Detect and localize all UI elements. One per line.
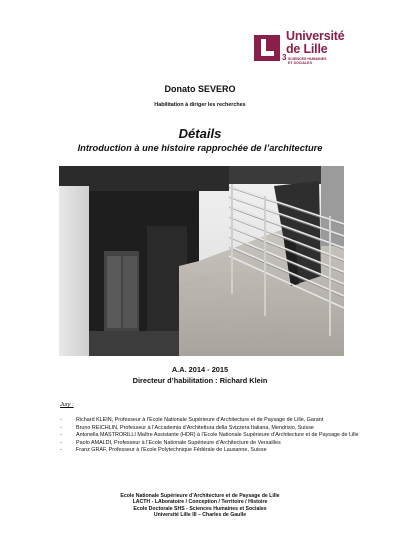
jury-member: Franz GRAF, Professeur à l’Ecole Polytechnique Fédérale de Lausanne, Suisse (76, 447, 267, 454)
list-item (60, 432, 360, 440)
staircase-image (59, 166, 344, 356)
list-dash: - (60, 439, 62, 446)
logo-number: 3 (282, 53, 287, 62)
lille-logo-icon (252, 33, 282, 63)
list-item (60, 440, 360, 448)
jury-list (60, 417, 360, 455)
list-dash: - (60, 424, 62, 431)
degree-label: Habilitation à diriger les recherches (154, 102, 246, 108)
list-dash: - (60, 447, 62, 454)
jury-label: Jury : (60, 402, 74, 408)
footer-line-4: Université Lille III – Charles de Gaulle (153, 511, 247, 518)
director-line: Directeur d’habilitation : Richard Klein (132, 376, 268, 385)
jury-member: Richard KLEIN, Professeur à l’Ecole Nationale Supérieure d’Architecture et de Paysage de Lille, Garant (76, 417, 324, 423)
logo-line-2: de Lille (286, 42, 328, 56)
academic-year: A.A. 2014 - 2015 (171, 365, 229, 374)
institution-footer (0, 493, 400, 518)
author-name: Donato SEVERO (164, 84, 236, 94)
list-item (60, 447, 360, 455)
footer-line-1: Ecole Nationale Supérieure d’Architecture et de Paysage de Lille (120, 493, 280, 499)
document-title: Détails (178, 126, 222, 141)
footer-line-2: LACTH - LAboratoire / Conception / Territoire / Histoire (132, 499, 268, 506)
staircase-photo (59, 166, 344, 356)
logo-line-1: Université (286, 29, 345, 43)
list-item (60, 425, 360, 433)
footer-line-3: Ecole Doctorale SHS - Sciences Humaines et Sociales (133, 505, 267, 512)
logo-text (282, 29, 366, 66)
document-subtitle: Introduction à une histoire rapprochée de l’architecture (77, 143, 323, 153)
list-item (60, 417, 360, 425)
jury-member: Antonella MASTRORILLI Maître Assistante (HDR) à l’Ecole Nationale Supérieure d’Architecture et de Paysage de Lille (76, 432, 359, 439)
list-dash: - (60, 417, 62, 423)
jury-member: Bruno REICHLIN, Professeur à l’Accademia d’Architettura della Svizzera Italiana, Mendrisio, Suisse (76, 424, 314, 431)
logo-subline-b: ET SOCIALES (288, 61, 312, 66)
logo-subline-a: SCIENCES HUMAINES (288, 57, 327, 61)
jury-member: Paolo AMALDI, Professeur à l’Ecole Nationale Supérieure d’Architecture de Versailles (76, 439, 281, 446)
university-logo (252, 30, 364, 70)
list-dash: - (60, 432, 62, 439)
